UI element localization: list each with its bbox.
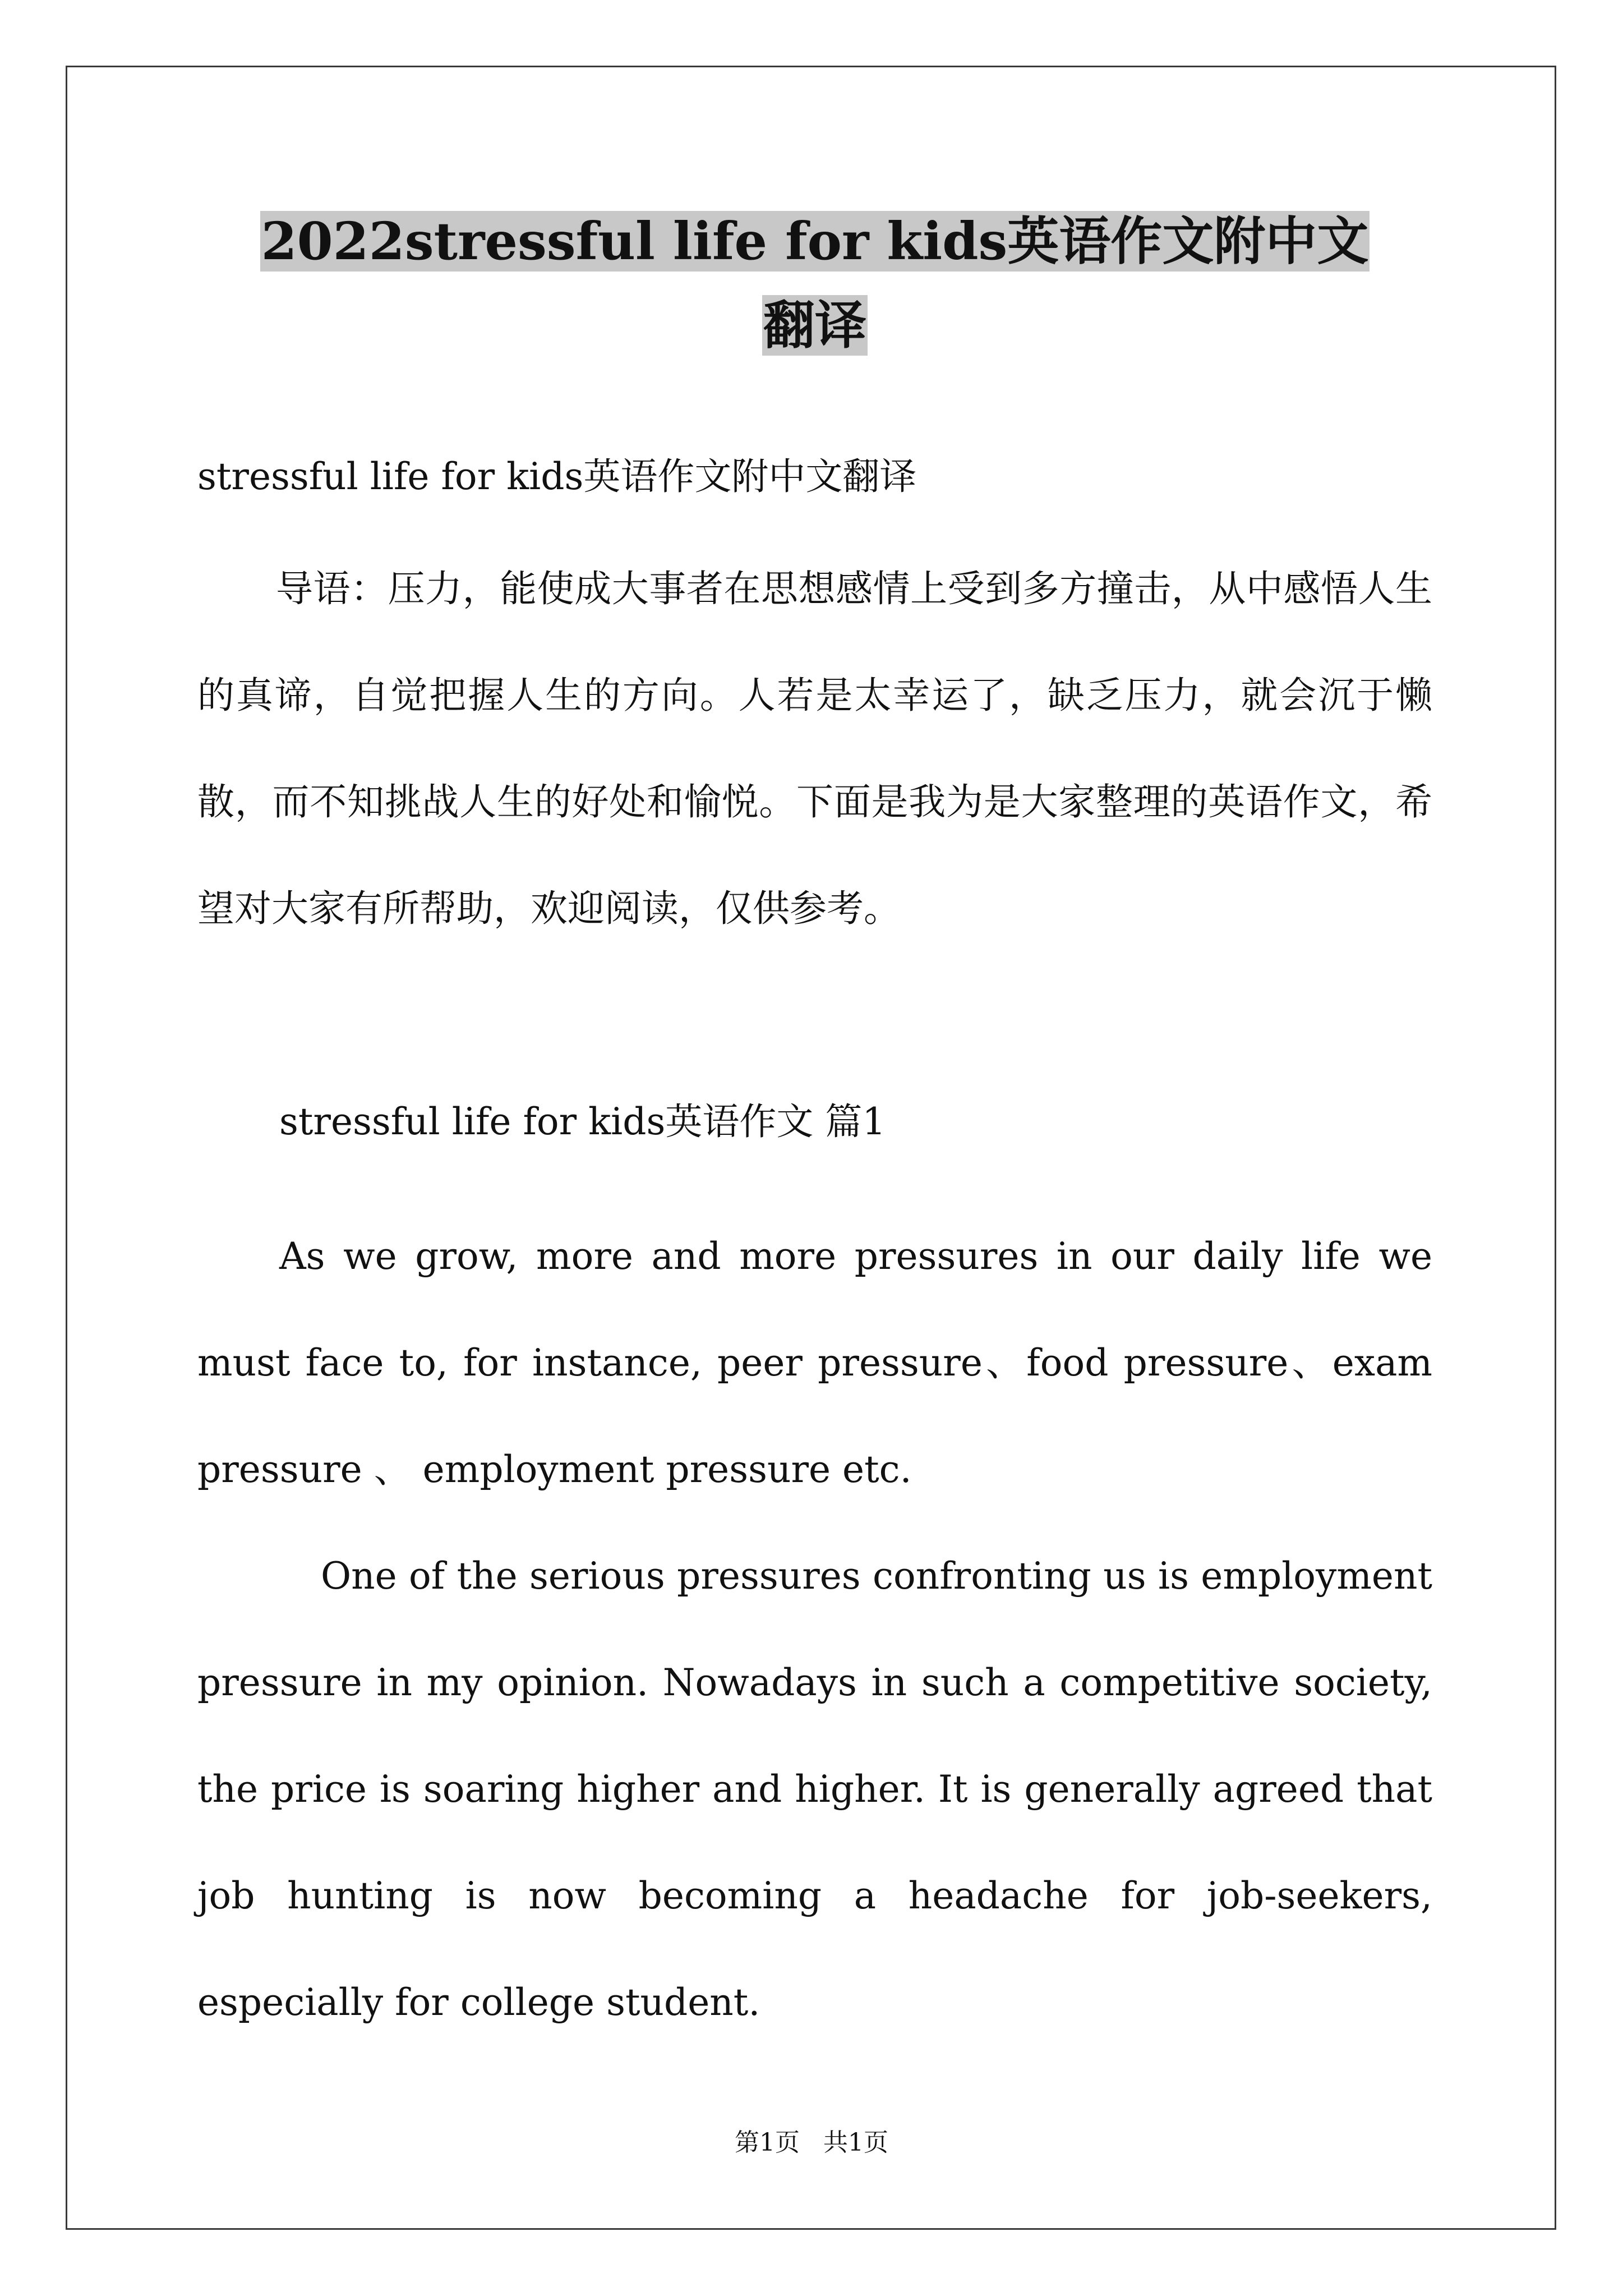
page-footer: 第1页 共1页 [735,2128,888,2157]
section-heading: stressful life for kids英语作文 篇1 [279,1100,886,1143]
document-body [197,199,1432,2056]
subtitle: stressful life for kids英语作文附中文翻译 [197,455,917,498]
title-line-2: 翻译 [763,295,866,356]
body-paragraph-2: One of the serious pressures confronting us is employment pressure in my opinion. Nowadays in such a competitive society, the price is soaring higher and higher. It is generally agreed that job hunting is now becoming a headache for job-seekers, especially for college student. [197,1554,1432,2024]
body-paragraph-1: As we grow, more and more pressures in our daily life we must face to, for instance, peer pressure、food pressure、exam pressure 、 employment pressure etc. [197,1235,1432,1491]
intro-paragraph: 导语：压力，能使成大事者在思想感情上受到多方撞击，从中感悟人生的真谛，自觉把握人生的方向。人若是太幸运了，缺乏压力，就会沉于懒散，而不知挑战人生的好处和愉悦。下面是我为是大家整理的英语作文，希望对大家有所帮助，欢迎阅读，仅供参考。 [197,567,1432,930]
document-title [197,199,1432,367]
title-line-1: 2022stressful life for kids英语作文附中文 [261,211,1369,272]
